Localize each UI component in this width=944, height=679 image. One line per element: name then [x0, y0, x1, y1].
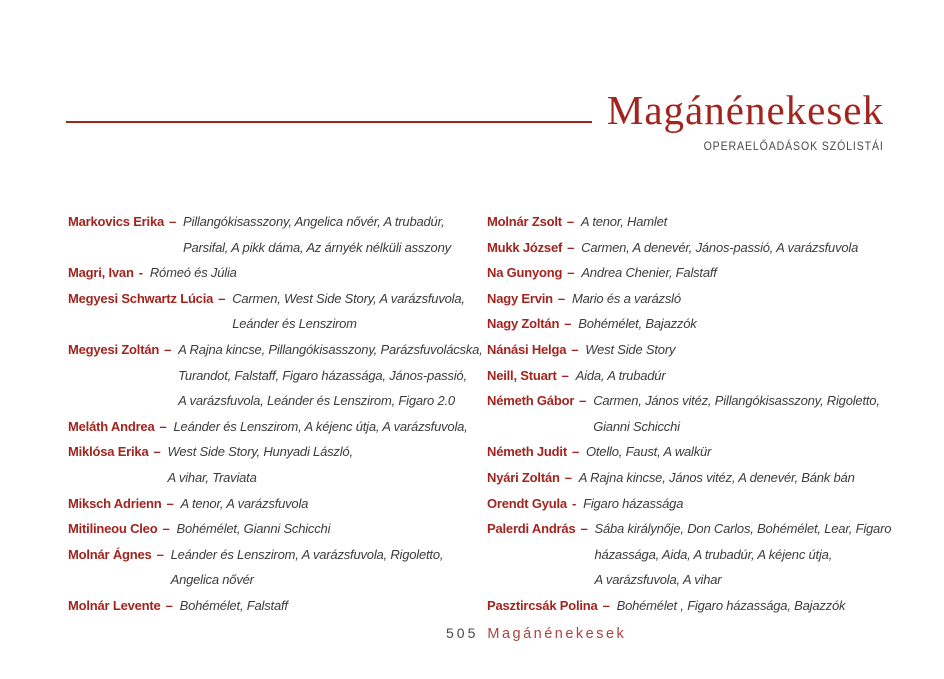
work-line: Aida, A trubadúr	[575, 367, 666, 383]
works-list	[178, 337, 482, 414]
works-list	[181, 491, 309, 517]
name-dash: –	[564, 469, 572, 485]
works-list	[581, 235, 858, 261]
singer-entry	[487, 439, 924, 465]
singer-name: Nagy Zoltán	[487, 316, 560, 332]
singer-entry	[487, 311, 924, 337]
singer-entry	[487, 491, 924, 517]
singer-entry	[68, 337, 487, 414]
name-dash: -	[138, 265, 143, 281]
singers-columns	[68, 209, 924, 619]
work-line: Turandot, Falstaff, Figaro házassága, János-passió,	[178, 367, 467, 383]
name-dash: –	[561, 367, 569, 383]
work-line: West Side Story	[585, 341, 676, 357]
name-dash: –	[567, 265, 575, 281]
work-line: A varázsfuvola, Leánder és Lenszirom, Figaro 2.0	[178, 393, 455, 409]
singer-entry	[487, 516, 924, 593]
work-line: Andrea Chenier, Falstaff	[581, 265, 717, 281]
singer-entry	[487, 260, 924, 286]
singer-name: Palerdi András	[487, 521, 576, 537]
singer-entry	[68, 286, 487, 337]
singer-name: Molnár Ágnes	[68, 546, 152, 562]
column-right	[487, 209, 924, 619]
work-line: Figaro házassága	[583, 495, 684, 511]
name-dash: –	[153, 444, 161, 460]
singer-name: Miklósa Erika	[68, 444, 149, 460]
singer-name: Miksch Adrienn	[68, 495, 162, 511]
singer-entry	[68, 260, 487, 286]
name-dash: –	[566, 214, 574, 229]
name-dash: –	[579, 393, 587, 409]
singer-entry	[487, 363, 924, 389]
singer-entry	[487, 235, 924, 261]
singer-name: Nánási Helga	[487, 341, 567, 357]
works-list	[572, 286, 681, 312]
page-title: Magánénekesek	[606, 87, 884, 133]
work-line: A tenor, A varázsfuvola	[180, 495, 309, 511]
work-line: Gianni Schicchi	[593, 418, 680, 434]
work-line: West Side Story, Hunyadi László,	[167, 444, 353, 460]
work-line: Angelica nővér	[170, 572, 254, 588]
name-dash: –	[159, 418, 167, 434]
works-list	[183, 209, 451, 260]
singer-entry	[68, 414, 487, 440]
work-line: A varázsfuvola, A vihar	[594, 572, 722, 588]
name-dash: –	[162, 521, 170, 537]
work-line: A tenor, Hamlet	[580, 214, 668, 229]
name-dash: –	[602, 597, 610, 613]
footer-section-title: Magánénekesek	[487, 626, 627, 642]
work-line: Leánder és Lenszirom, A kéjenc útja, A varázsfuvola,	[173, 418, 468, 434]
work-line: A vihar, Traviata	[167, 469, 257, 485]
singer-name: Meláth Andrea	[68, 418, 155, 434]
name-dash: –	[166, 495, 174, 511]
works-list	[150, 260, 237, 286]
name-dash: –	[571, 444, 579, 460]
work-line: A Rajna kincse, János vitéz, A denevér, Bánk bán	[578, 469, 855, 485]
name-dash: –	[164, 341, 172, 357]
singer-name: Mitilineou Cleo	[68, 521, 158, 537]
work-line: Bohémélet, Bajazzók	[578, 316, 697, 332]
work-line: Leánder és Lenszirom	[232, 316, 357, 332]
singer-name: Megyesi Schwartz Lúcia	[68, 290, 214, 306]
page-subtitle: OPERAELŐADÁSOK SZÓLISTÁI	[703, 139, 884, 153]
singer-entry	[487, 209, 924, 235]
singer-entry	[487, 337, 924, 363]
work-line: Sába királynője, Don Carlos, Bohémélet, Lear, Figaro	[594, 521, 892, 537]
work-line: Parsifal, A pikk dáma, Az árnyék nélküli asszony	[183, 239, 451, 255]
work-line: Leánder és Lenszirom, A varázsfuvola, Rigoletto,	[170, 546, 444, 562]
page-number: 505	[446, 625, 479, 641]
work-line: Mario és a varázsló	[571, 290, 681, 306]
work-line: házassága, Aida, A trubadúr, A kéjenc útja,	[594, 546, 833, 562]
works-list	[576, 363, 666, 389]
name-dash: –	[218, 290, 226, 306]
singer-name: Markovics Erika	[68, 214, 165, 229]
works-list	[176, 516, 330, 542]
works-list	[593, 388, 880, 439]
works-list	[581, 209, 667, 235]
singer-name: Nyári Zoltán	[487, 469, 560, 485]
name-dash: –	[580, 521, 588, 537]
work-line: Otello, Faust, A walkür	[585, 444, 712, 460]
name-dash: –	[165, 597, 173, 613]
name-dash: –	[564, 316, 572, 332]
works-list	[581, 260, 716, 286]
singer-entry	[68, 516, 487, 542]
work-line: Pillangókisasszony, Angelica nővér, A trubadúr,	[183, 214, 445, 229]
works-list	[578, 311, 696, 337]
name-dash: -	[571, 495, 577, 511]
work-line: Bohémélet , Figaro házassága, Bajazzók	[616, 597, 846, 613]
name-dash: –	[571, 341, 579, 357]
singer-name: Neill, Stuart	[487, 367, 557, 383]
works-list	[617, 593, 846, 619]
singer-entry	[487, 465, 924, 491]
works-list	[579, 465, 855, 491]
singer-entry	[487, 388, 924, 439]
works-list	[585, 337, 675, 363]
singer-name: Magri, Ivan	[68, 265, 134, 281]
work-line: Bohémélet, Falstaff	[179, 597, 288, 613]
name-dash: –	[156, 546, 164, 562]
singer-entry	[487, 593, 924, 619]
name-dash: –	[567, 239, 575, 255]
works-list	[180, 593, 288, 619]
singer-name: Németh Gábor	[487, 393, 575, 409]
name-dash: –	[169, 214, 177, 229]
column-left	[68, 209, 487, 619]
work-line: Carmen, West Side Story, A varázsfuvola,	[232, 290, 465, 306]
singer-entry	[68, 593, 487, 619]
singer-name: Molnár Levente	[68, 597, 161, 613]
singer-name: Németh Judit	[487, 444, 567, 460]
works-list	[586, 439, 711, 465]
work-line: Carmen, János vitéz, Pillangókisasszony, Rigoletto,	[593, 393, 880, 409]
work-line: Bohémélet, Gianni Schicchi	[176, 521, 331, 537]
work-line: A Rajna kincse, Pillangókisasszony, Parázsfuvolácska,	[178, 341, 483, 357]
singer-entry	[68, 491, 487, 517]
singer-entry	[68, 209, 487, 260]
singer-name: Pasztircsák Polina	[487, 597, 598, 613]
singer-entry	[68, 439, 487, 490]
singer-name: Molnár Zsolt	[487, 214, 562, 229]
works-list	[168, 439, 353, 490]
singer-entry	[68, 542, 487, 593]
work-line: Rómeó és Júlia	[149, 265, 237, 281]
singer-entry	[487, 286, 924, 312]
title-rule	[66, 121, 592, 123]
singer-name: Mukk József	[487, 239, 563, 255]
name-dash: –	[557, 290, 565, 306]
singer-name: Nagy Ervin	[487, 290, 553, 306]
work-line: Carmen, A denevér, János-passió, A varázsfuvola	[581, 239, 859, 255]
singer-name: Orendt Gyula	[487, 495, 567, 511]
works-list	[232, 286, 465, 337]
singer-name: Na Gunyong	[487, 265, 563, 281]
works-list	[583, 491, 683, 517]
footer	[446, 625, 626, 642]
works-list	[171, 542, 444, 593]
works-list	[595, 516, 892, 593]
works-list	[174, 414, 468, 440]
singer-name: Megyesi Zoltán	[68, 341, 160, 357]
